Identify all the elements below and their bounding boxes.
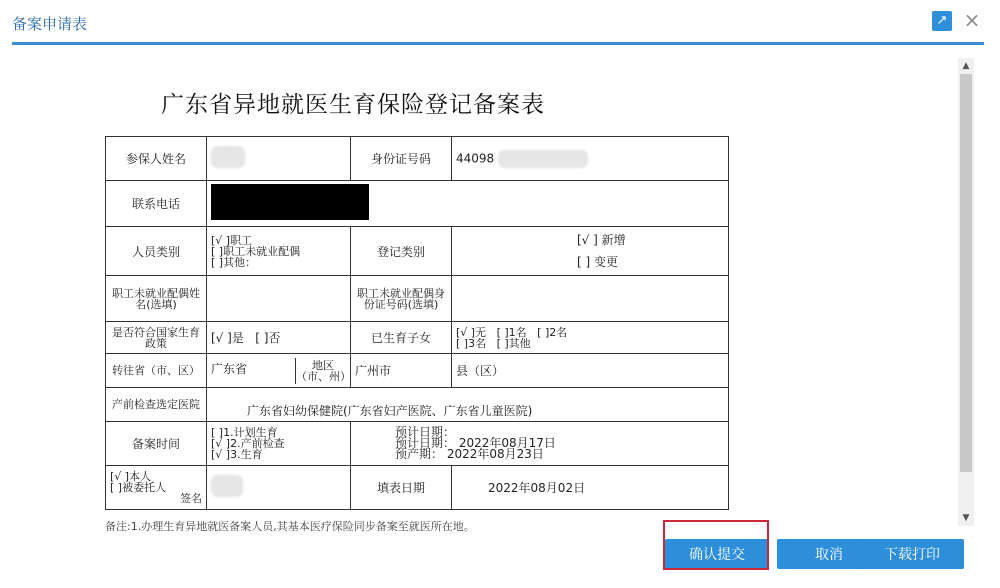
time-options [207, 422, 351, 466]
person-type-option: [ ]职工未就业配偶 [211, 244, 301, 258]
scroll-up-icon[interactable]: ▲ [962, 61, 970, 71]
spouse-id-label: 职工未就业配偶身份证号码(选填) [351, 276, 452, 322]
blurred-name [211, 146, 245, 168]
dialog-titlebar [0, 0, 1000, 44]
scroll-thumb[interactable] [960, 74, 972, 472]
children-option: [ ]其他 [496, 336, 531, 350]
fill-date-label: 填表日期 [351, 466, 452, 510]
signer-option: [ ]被委托人 [110, 481, 167, 494]
form-title: 广东省异地就医生育保险登记备案表 [161, 92, 545, 118]
blurred-id [498, 150, 588, 168]
children-option: [ ]2名 [537, 325, 568, 339]
redacted-phone [211, 184, 369, 220]
person-type-option: [√ ]职工 [211, 233, 253, 247]
policy-label: 是否符合国家生育政策 [106, 322, 207, 354]
register-type-option: [ ] 变更 [577, 255, 618, 269]
name-value [207, 137, 351, 181]
title-divider [12, 42, 984, 45]
confirm-submit-button[interactable]: 确认提交 [665, 539, 769, 569]
children-option: [ ]1名 [496, 325, 527, 339]
download-print-button[interactable]: 下载打印 [860, 539, 964, 569]
hospital-value: 广东省妇幼保健院(广东省妇产医院、广东省儿童医院) [207, 388, 729, 422]
id-label: 身份证号码 [351, 137, 452, 181]
due-date: 预计日期： 2022年08月17日 [395, 436, 556, 450]
person-type-options [207, 227, 351, 276]
register-type-label: 登记类别 [351, 227, 452, 276]
person-type-option: [ ]其他： [211, 255, 257, 269]
id-value [452, 137, 729, 181]
close-icon[interactable]: × [963, 8, 981, 32]
policy-yes: [√ ]是 [211, 331, 244, 345]
children-label: 已生育子女 [351, 322, 452, 354]
register-type-options [452, 227, 729, 276]
name-label: 参保人姓名 [106, 137, 207, 181]
spouse-name-value [207, 276, 351, 322]
spouse-name-label: 职工未就业配偶姓名(选填) [106, 276, 207, 322]
birth-date: 预产期： 2022年08月23日 [395, 447, 544, 461]
dialog-title: 备案申请表 [12, 15, 88, 33]
form-scroll-area[interactable] [12, 58, 958, 533]
phone-value [207, 181, 729, 227]
county-cell [452, 354, 729, 388]
blurred-signature [211, 475, 243, 497]
children-options [452, 322, 729, 354]
hospital-label: 产前检查选定医院 [106, 388, 207, 422]
policy-options [207, 322, 351, 354]
children-option: [√ ]无 [456, 325, 487, 339]
vertical-scrollbar[interactable] [958, 58, 974, 526]
register-type-option: [√ ] 新增 [577, 233, 626, 247]
cancel-button[interactable]: 取消 [777, 539, 881, 569]
province-value-text: 广东省 [211, 361, 248, 376]
fill-date-value: 2022年08月02日 [452, 466, 729, 510]
time-option: [ ]1.计划生育 [211, 426, 278, 439]
children-option: [ ]3名 [456, 336, 487, 350]
person-type-label: 人员类别 [106, 227, 207, 276]
province-label: 转往省（市、区） [106, 354, 207, 388]
confirm-highlight-box [663, 520, 769, 570]
date-fields [351, 422, 729, 466]
spouse-id-value [452, 276, 729, 322]
time-option: [√ ]2.产前检查 [211, 437, 285, 450]
popout-icon[interactable]: ↗ [932, 11, 952, 31]
province-value [207, 354, 351, 388]
form-note: 备注:1.办理生育异地就医备案人员,其基本医疗保险同步备案至就医所在地。 [105, 520, 475, 533]
id-value-text: 44098 [456, 151, 495, 165]
county-label: 县（区） [456, 364, 505, 378]
region-label: 地区（市、州） [296, 358, 351, 383]
signature-value [207, 466, 351, 510]
time-label: 备案时间 [106, 422, 207, 466]
due-label: 预计日期： [395, 425, 456, 439]
signer-options [106, 466, 207, 510]
registration-form-table [105, 136, 729, 510]
dialog-button-bar [0, 536, 1000, 572]
scroll-down-icon[interactable]: ▼ [962, 513, 970, 523]
policy-no: [ ]否 [255, 331, 281, 345]
region-value: 广州市 [351, 354, 452, 388]
signer-label: 签名 [180, 492, 202, 505]
signer-option: [√ ]本人 [110, 470, 152, 483]
phone-label: 联系电话 [106, 181, 207, 227]
time-option: [√ ]3.生育 [211, 448, 263, 461]
